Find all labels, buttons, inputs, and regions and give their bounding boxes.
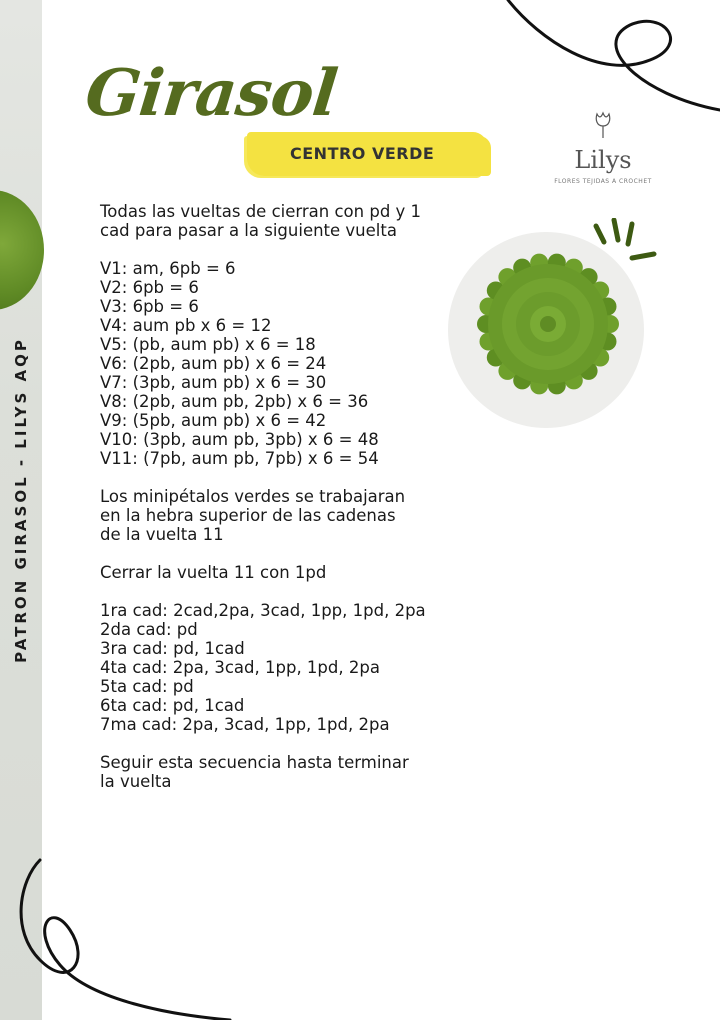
chain-line: 3ra cad: pd, 1cad <box>100 639 245 658</box>
petals-note-line: de la vuelta 11 <box>100 525 224 544</box>
logo-tagline: FLORES TEJIDAS A CROCHET <box>554 178 652 185</box>
round-line: V10: (3pb, aum pb, 3pb) x 6 = 48 <box>100 430 379 449</box>
chain-line: 6ta cad: pd, 1cad <box>100 696 245 715</box>
close-note: Cerrar la vuelta 11 con 1pd <box>100 563 327 582</box>
chain-line: 7ma cad: 2pa, 3cad, 1pp, 1pd, 2pa <box>100 715 390 734</box>
page-title: Girasol <box>82 56 341 131</box>
round-line: V11: (7pb, aum pb, 7pb) x 6 = 54 <box>100 449 379 468</box>
petals-note-line: Los minipétalos verdes se trabajaran <box>100 487 406 506</box>
intro-line: Todas las vueltas de cierran con pd y 1 <box>100 202 422 221</box>
final-note-line: la vuelta <box>100 772 172 791</box>
round-line: V4: aum pb x 6 = 12 <box>100 316 272 335</box>
side-vertical-label: PATRON GIRASOL - LILYS AQP <box>12 337 30 663</box>
round-line: V9: (5pb, aum pb) x 6 = 42 <box>100 411 327 430</box>
pattern-content <box>100 202 460 791</box>
round-line: V1: am, 6pb = 6 <box>100 259 236 278</box>
page-subtitle: CENTRO VERDE <box>290 144 435 163</box>
round-line: V8: (2pb, aum pb, 2pb) x 6 = 36 <box>100 392 369 411</box>
chain-line: 2da cad: pd <box>100 620 198 639</box>
round-line: V5: (pb, aum pb) x 6 = 18 <box>100 335 316 354</box>
chain-line: 4ta cad: 2pa, 3cad, 1pp, 1pd, 2pa <box>100 658 380 677</box>
round-line: V2: 6pb = 6 <box>100 278 199 297</box>
tulip-icon <box>593 110 613 140</box>
chain-line: 1ra cad: 2cad,2pa, 3cad, 1pp, 1pd, 2pa <box>100 601 426 620</box>
sparkle-marks-icon <box>588 218 658 266</box>
chain-line: 5ta cad: pd <box>100 677 194 696</box>
side-vertical-text <box>8 300 34 700</box>
intro-line: cad para pasar a la siguiente vuelta <box>100 221 397 240</box>
brand-logo <box>548 110 658 190</box>
round-line: V6: (2pb, aum pb) x 6 = 24 <box>100 354 327 373</box>
petals-note-line: en la hebra superior de las cadenas <box>100 506 396 525</box>
round-line: V7: (3pb, aum pb) x 6 = 30 <box>100 373 327 392</box>
logo-name: Lilys <box>574 146 632 174</box>
round-line: V3: 6pb = 6 <box>100 297 199 316</box>
final-note-line: Seguir esta secuencia hasta terminar <box>100 753 409 772</box>
